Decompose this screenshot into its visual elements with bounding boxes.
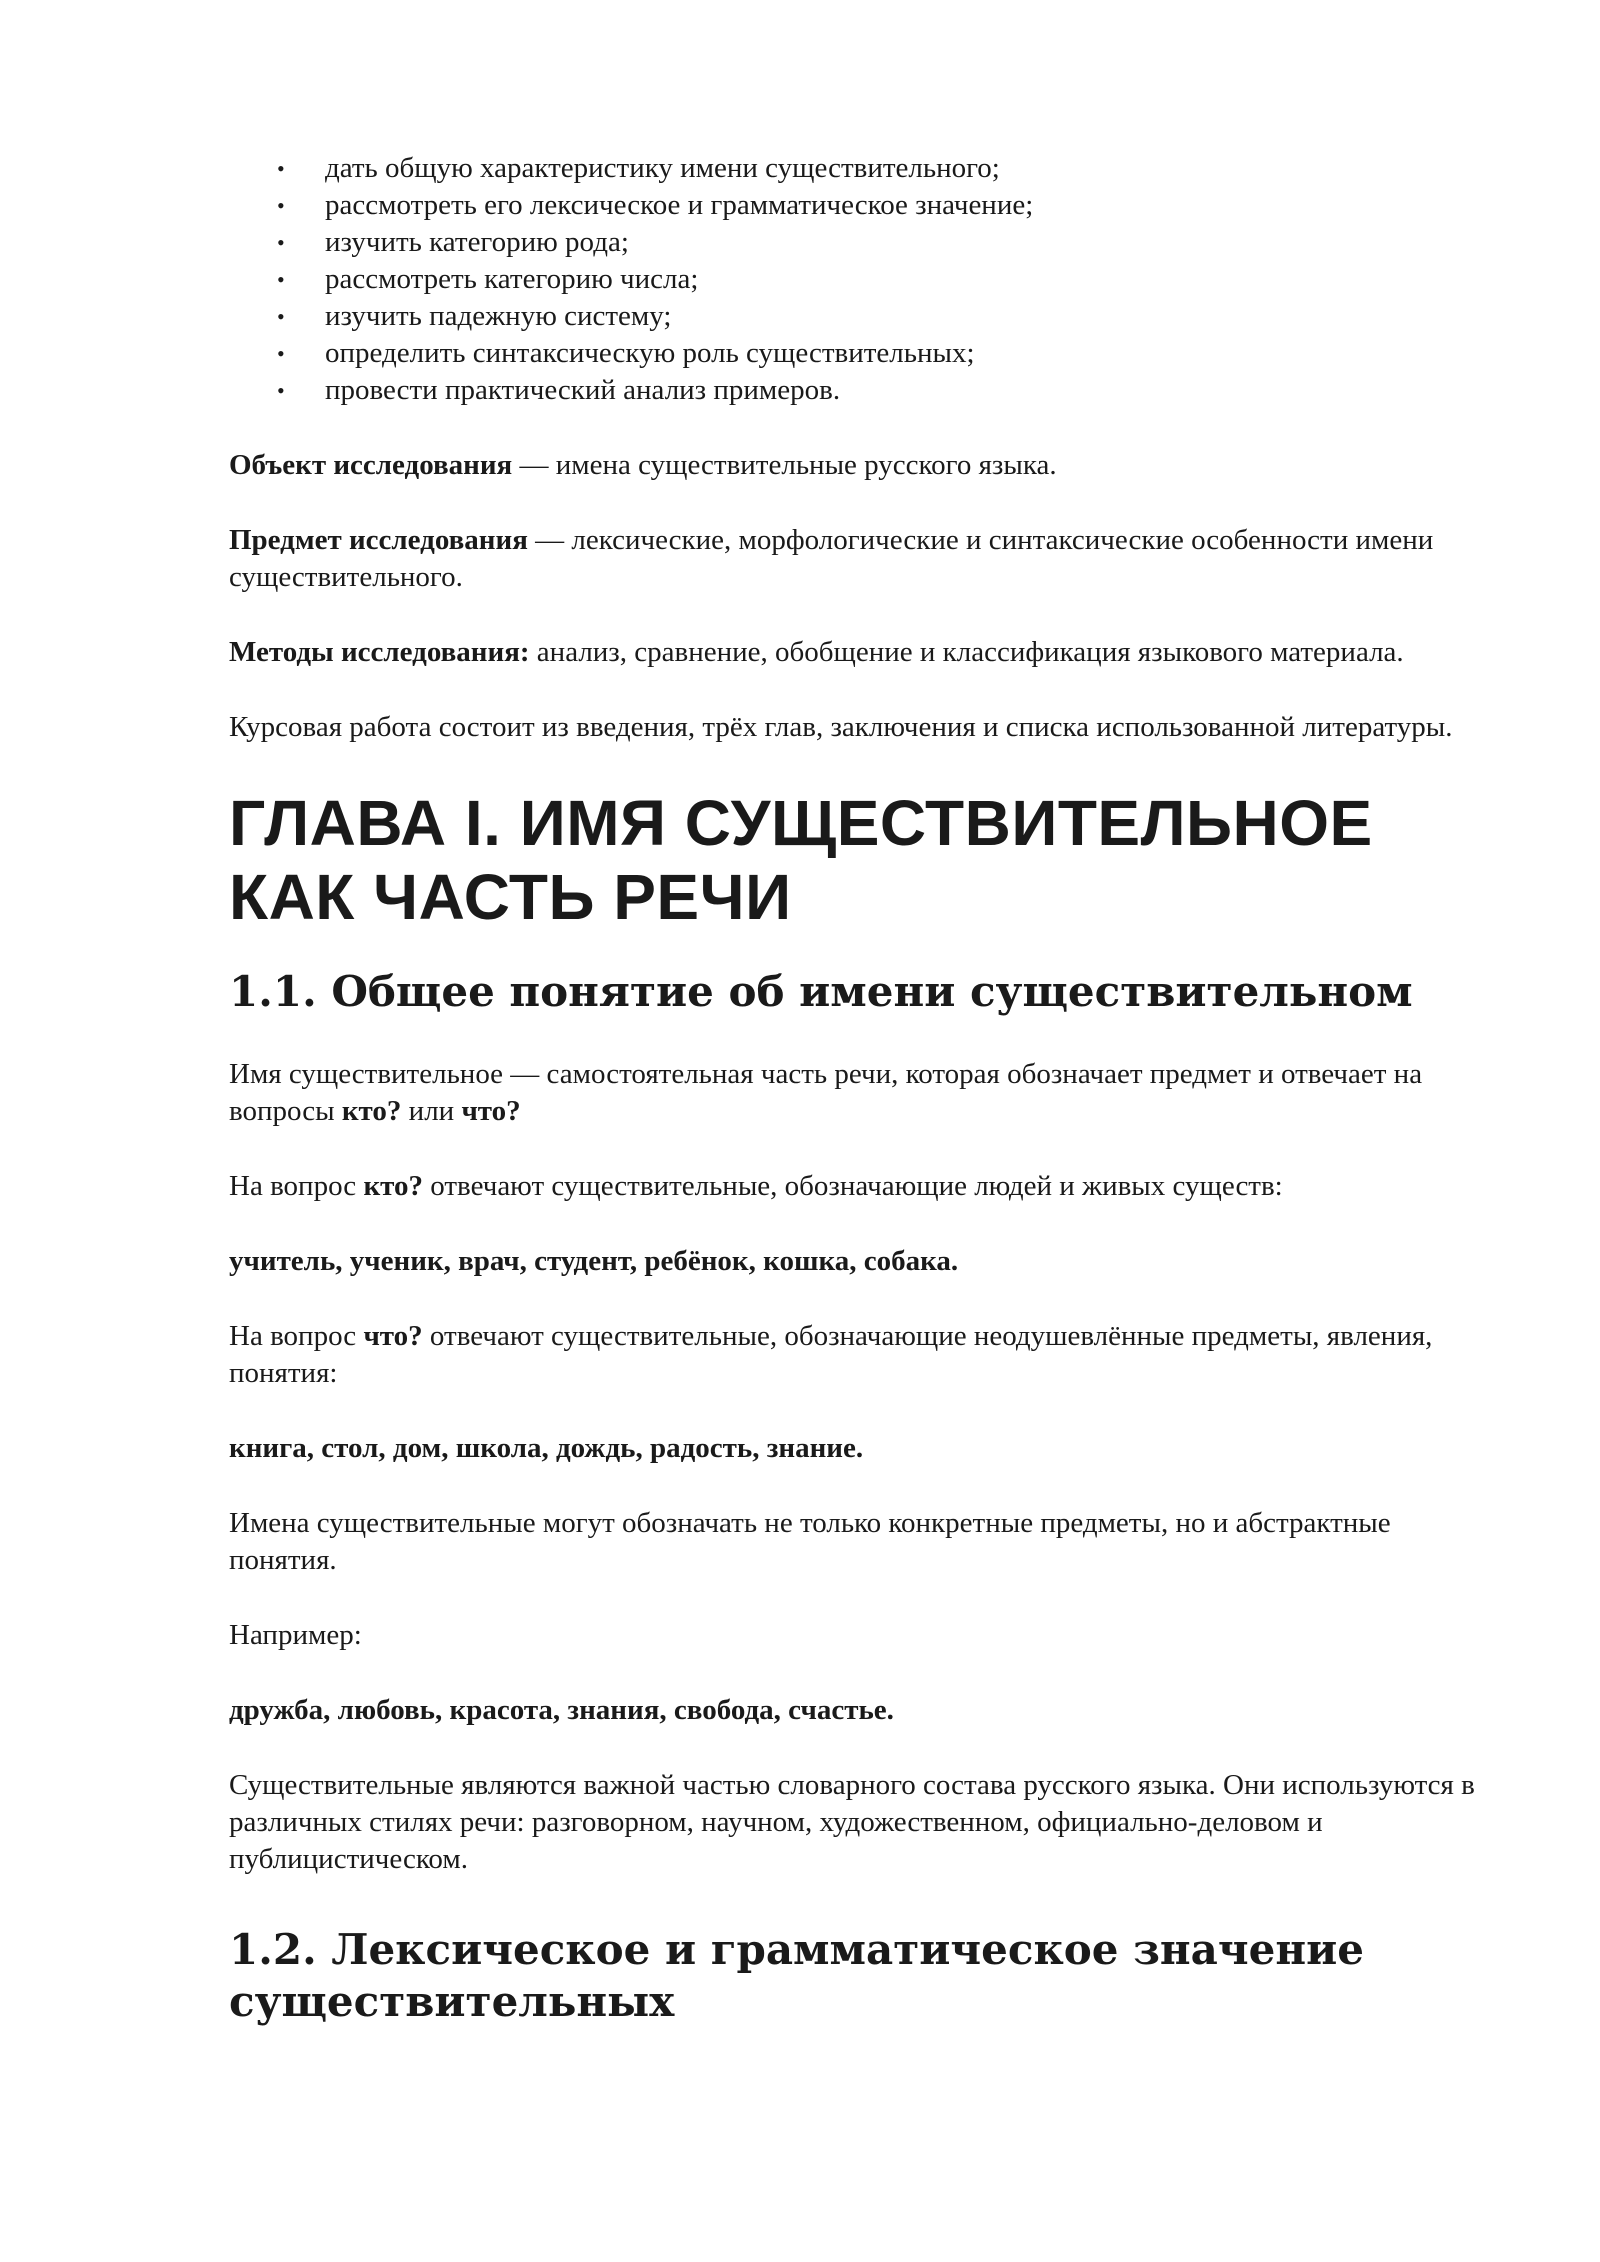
list-item [277,298,1499,335]
definition-paragraph [229,1056,1499,1130]
abstract-examples-text: дружба, любовь, красота, знания, свобода, счастье. [229,1694,894,1726]
document-page [229,150,1499,2028]
who-question: кто? [363,1170,424,1202]
methods-paragraph [229,634,1499,671]
bullet-icon: • [277,193,285,218]
structure-paragraph: Курсовая работа состоит из введения, трёх глав, заключения и списка использованной литературы. [229,711,1453,743]
who-paragraph [229,1168,1499,1205]
question-who: кто? [341,1095,402,1127]
list-item [277,335,1499,372]
methods-label: Методы исследования: [229,636,530,668]
definition-text: Имя существительное — самостоятельная часть речи, которая обозначает предмет и отвечает на вопросы [229,1058,1423,1127]
bullet-icon: • [277,267,285,292]
bullet-icon: • [277,378,285,403]
subject-paragraph [229,522,1499,596]
section-title-2: 1.2. Лексическое и грамматическое значение существительных [229,1925,1364,2026]
object-paragraph [229,447,1499,484]
styles-paragraph: Существительные являются важной частью словарного состава русского языка. Они используются в различных стилях речи: разговорном, научном, художественном, официально-деловом и публицистическом. [229,1769,1475,1875]
who-text-end: отвечают существительные, обозначающие людей и живых существ: [423,1170,1283,1202]
bullet-icon: • [277,304,285,329]
abstract-paragraph: Имена существительные могут обозначать не только конкретные предметы, но и абстрактные понятия. [229,1507,1391,1576]
list-item [277,261,1499,298]
object-text: — имена существительные русского языка. [512,449,1057,481]
what-examples-text: книга, стол, дом, школа, дождь, радость, знание. [229,1432,864,1464]
who-examples-text: учитель, ученик, врач, студент, ребёнок, кошка, собака. [229,1245,959,1277]
methods-text: анализ, сравнение, обобщение и классификация языкового материала. [529,636,1404,668]
list-item [277,187,1499,224]
list-item-text: рассмотреть его лексическое и грамматическое значение; [325,189,1034,221]
what-paragraph [229,1318,1499,1392]
list-item [277,224,1499,261]
for-example-paragraph: Например: [229,1619,362,1651]
what-question: что? [363,1320,423,1352]
list-item-text: дать общую характеристику имени существительного; [325,152,1000,184]
list-item [277,150,1499,187]
subject-label: Предмет исследования [229,524,528,556]
list-item-text: рассмотреть категорию числа; [325,263,699,295]
what-text-end: отвечают существительные, обозначающие неодушевлённые предметы, явления, понятия: [229,1320,1433,1389]
tasks-list [229,150,1499,409]
bullet-icon: • [277,156,285,181]
list-item-text: изучить категорию рода; [325,226,629,258]
bullet-icon: • [277,230,285,255]
who-examples [229,1243,1499,1280]
list-item-text: изучить падежную систему; [325,300,672,332]
definition-connector: или [401,1095,462,1127]
bullet-icon: • [277,341,285,366]
section-title: 1.1. Общее понятие об имени существительном [229,967,1413,1016]
list-item-text: провести практический анализ примеров. [325,374,841,406]
subject-text: — лексические, морфологические и синтаксические особенности имени существительного. [229,524,1434,593]
object-label: Объект исследования [229,449,513,481]
chapter-title: ГЛАВА I. ИМЯ СУЩЕСТВИТЕЛЬНОЕ КАК ЧАСТЬ РЕЧИ [229,787,1373,933]
list-item [277,372,1499,409]
what-examples [229,1430,1499,1467]
list-item-text: определить синтаксическую роль существительных; [325,337,975,369]
what-text-start: На вопрос [229,1320,364,1352]
who-text-start: На вопрос [229,1170,364,1202]
question-what: что? [461,1095,521,1127]
abstract-examples [229,1692,1499,1729]
